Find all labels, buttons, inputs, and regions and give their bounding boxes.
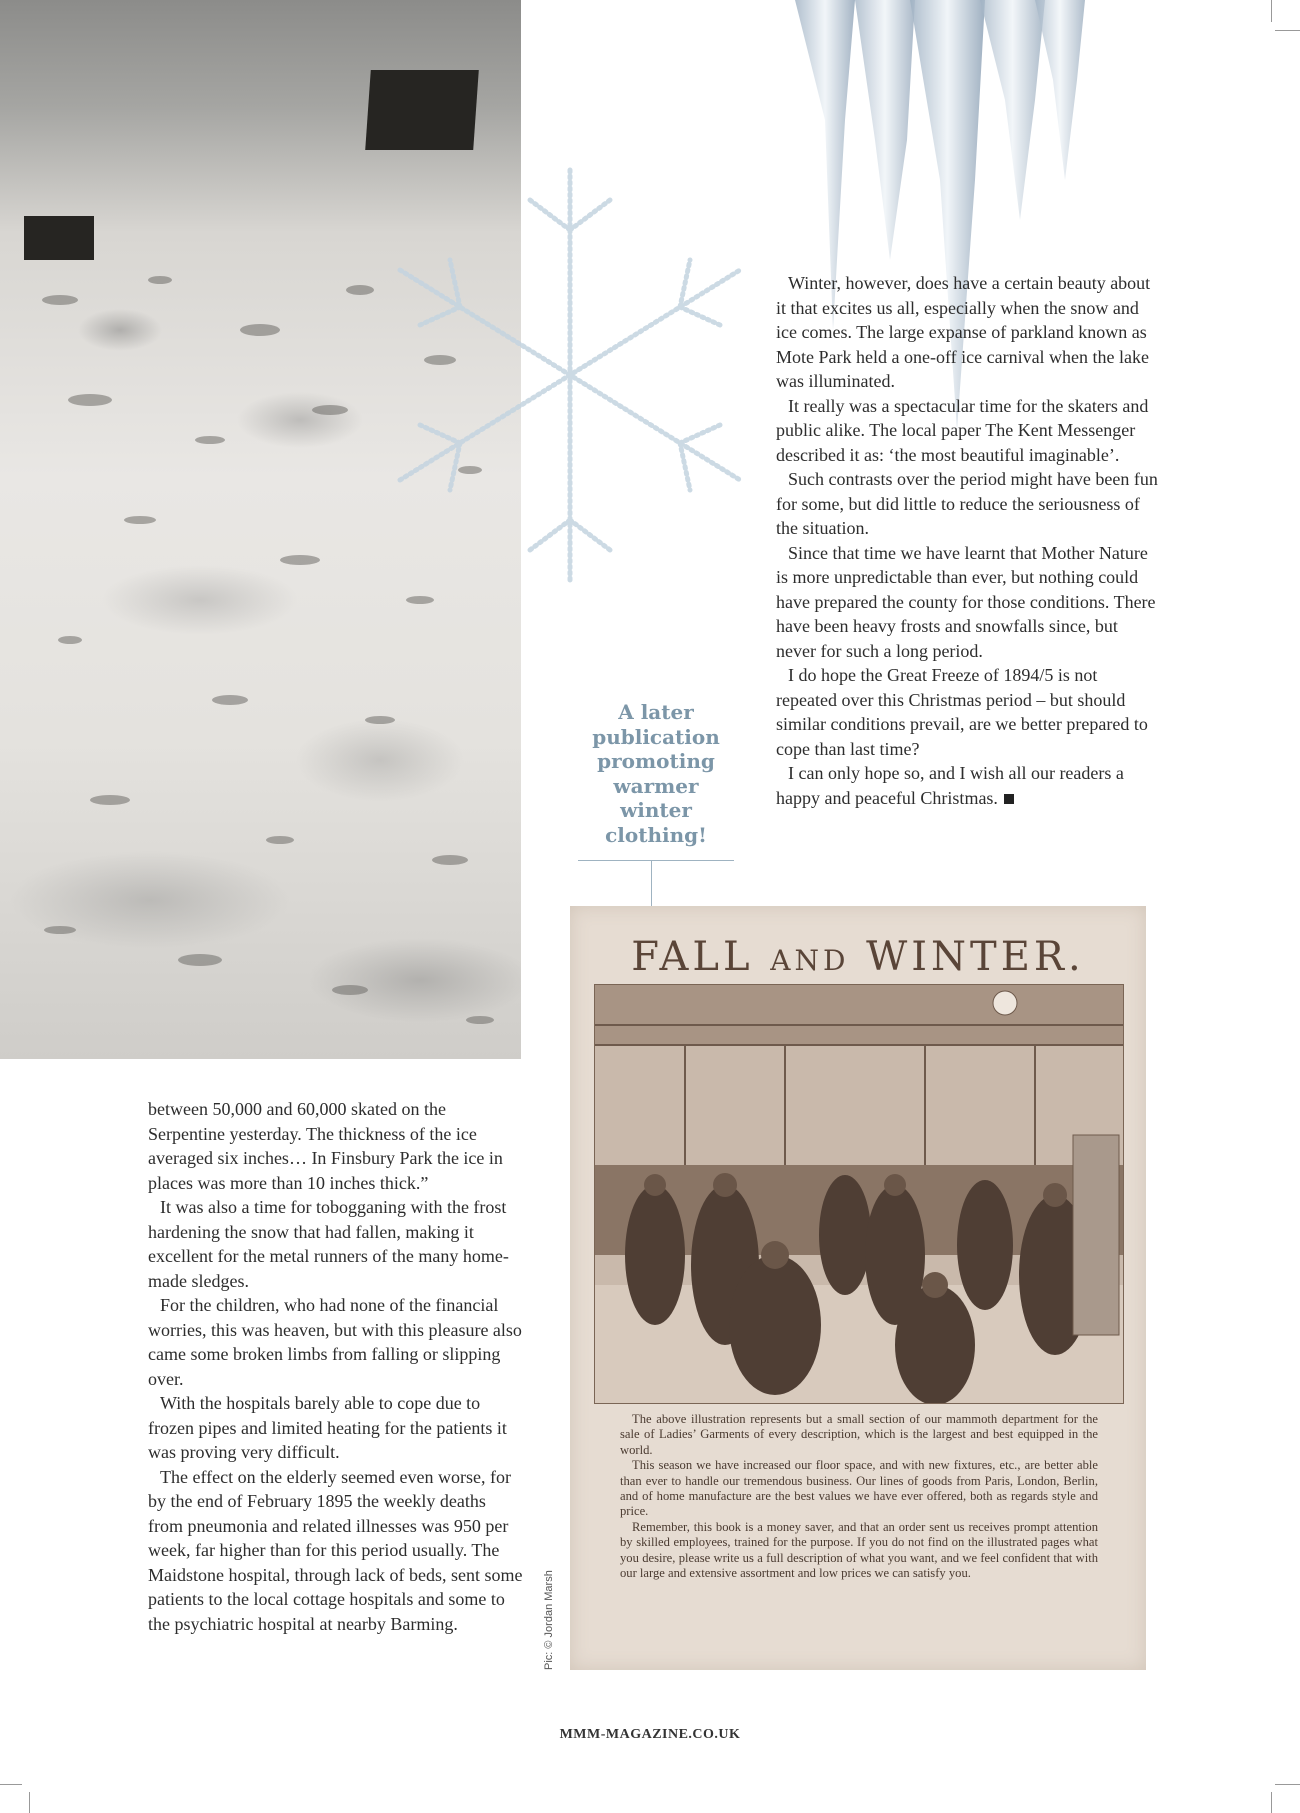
store-illustration xyxy=(594,984,1124,1404)
vintage-advert xyxy=(570,906,1146,1670)
image-caption: A later publication promoting warmer winter clothing! xyxy=(592,700,720,847)
end-mark-icon xyxy=(1004,794,1014,804)
paragraph: It really was a spectacular time for the skaters and public alike. The local paper The Kent Messenger described it as: ‘the most beautiful imaginable’. xyxy=(776,395,1149,465)
snowflake-icon xyxy=(380,150,760,600)
advert-title-word: AND xyxy=(770,944,850,977)
paragraph: I do hope the Great Freeze of 1894/5 is not repeated over this Christmas period – but should similar conditions prevail, are we better prepared to cope than last time? xyxy=(776,665,1148,759)
paragraph: Such contrasts over the period might have been fun for some, but did little to reduce the seriousness of the situation. xyxy=(776,469,1158,538)
advert-title xyxy=(570,934,1146,980)
advert-body xyxy=(620,1412,1098,1581)
paragraph: It was also a time for tobogganing with the frost hardening the snow that had fallen, making it excellent for the metal runners of the many home-made sledges. xyxy=(148,1197,509,1291)
advert-title-word: FALL xyxy=(631,934,754,980)
paragraph: For the children, who had none of the financial worries, this was heaven, but with this pleasure also came some broken limbs from falling or slipping over. xyxy=(148,1295,522,1389)
paragraph: The effect on the elderly seemed even worse, for by the end of February 1895 the weekly deaths from pneumonia and related illnesses was 950 per week, far higher than for this period usually. The Maidstone hospital, through lack of beds, sent some patients to the local cottage hospitals and some to the psychiatric hospital at nearby Barming. xyxy=(148,1466,523,1634)
crop-mark xyxy=(1275,30,1300,31)
photo-credit: Pic: © Jordan Marsh xyxy=(543,1570,555,1670)
caption-rule xyxy=(578,860,734,861)
advert-paragraph: Remember, this book is a money saver, and that an order sent us receives prompt attention by skilled employees, trained for the purpose. If you do not find on the illustrated pages what you desire, please write us a full description of what you want, and we feel confident that with our large and extensive assortment and low prices we can satisfy you. xyxy=(620,1519,1098,1581)
advert-title-word: WINTER. xyxy=(866,934,1085,980)
paragraph: Since that time we have learnt that Mother Nature is more unpredictable than ever, but nothing could have prepared the county for those conditions. There have been heavy frosts and snowfalls since, but never for such a long period. xyxy=(776,542,1156,661)
advert-paragraph: The above illustration represents but a small section of our mammoth department for the sale of Ladies’ Garments of every description, which is the largest and best equipped in the world. xyxy=(620,1412,1098,1457)
crop-mark xyxy=(1271,0,1272,22)
crop-mark xyxy=(29,1792,30,1813)
closing-paragraph xyxy=(776,761,1158,810)
crop-mark xyxy=(0,1784,22,1785)
article-column-left xyxy=(148,1097,524,1636)
article-column-right xyxy=(776,271,1158,810)
paragraph: Winter, however, does have a certain beauty about it that excites us all, especially when the snow and ice comes. The large expanse of parkland known as Mote Park held a one-off ice carnival when the lake was illuminated. xyxy=(776,273,1151,391)
footer-url: MMM-MAGAZINE.CO.UK xyxy=(559,1727,741,1742)
paragraph-text: I can only hope so, and I wish all our readers a happy and peaceful Christmas. xyxy=(776,763,1124,808)
crop-mark xyxy=(1275,1784,1300,1785)
paragraph: With the hospitals barely able to cope due to frozen pipes and limited heating for the patients it was proving very difficult. xyxy=(148,1393,507,1462)
paragraph: between 50,000 and 60,000 skated on the Serpentine yesterday. The thickness of the ice averaged six inches… In Finsbury Park the ice in places was more than 10 inches thick.” xyxy=(148,1099,503,1193)
advert-paragraph: This season we have increased our floor space, and with new fixtures, etc., are better able than ever to handle our tremendous business. Our lines of goods from Paris, London, Berlin, and of home manufacture are the best values we have ever offered, both as regards style and price. xyxy=(620,1458,1098,1519)
crop-mark xyxy=(1271,1792,1272,1813)
